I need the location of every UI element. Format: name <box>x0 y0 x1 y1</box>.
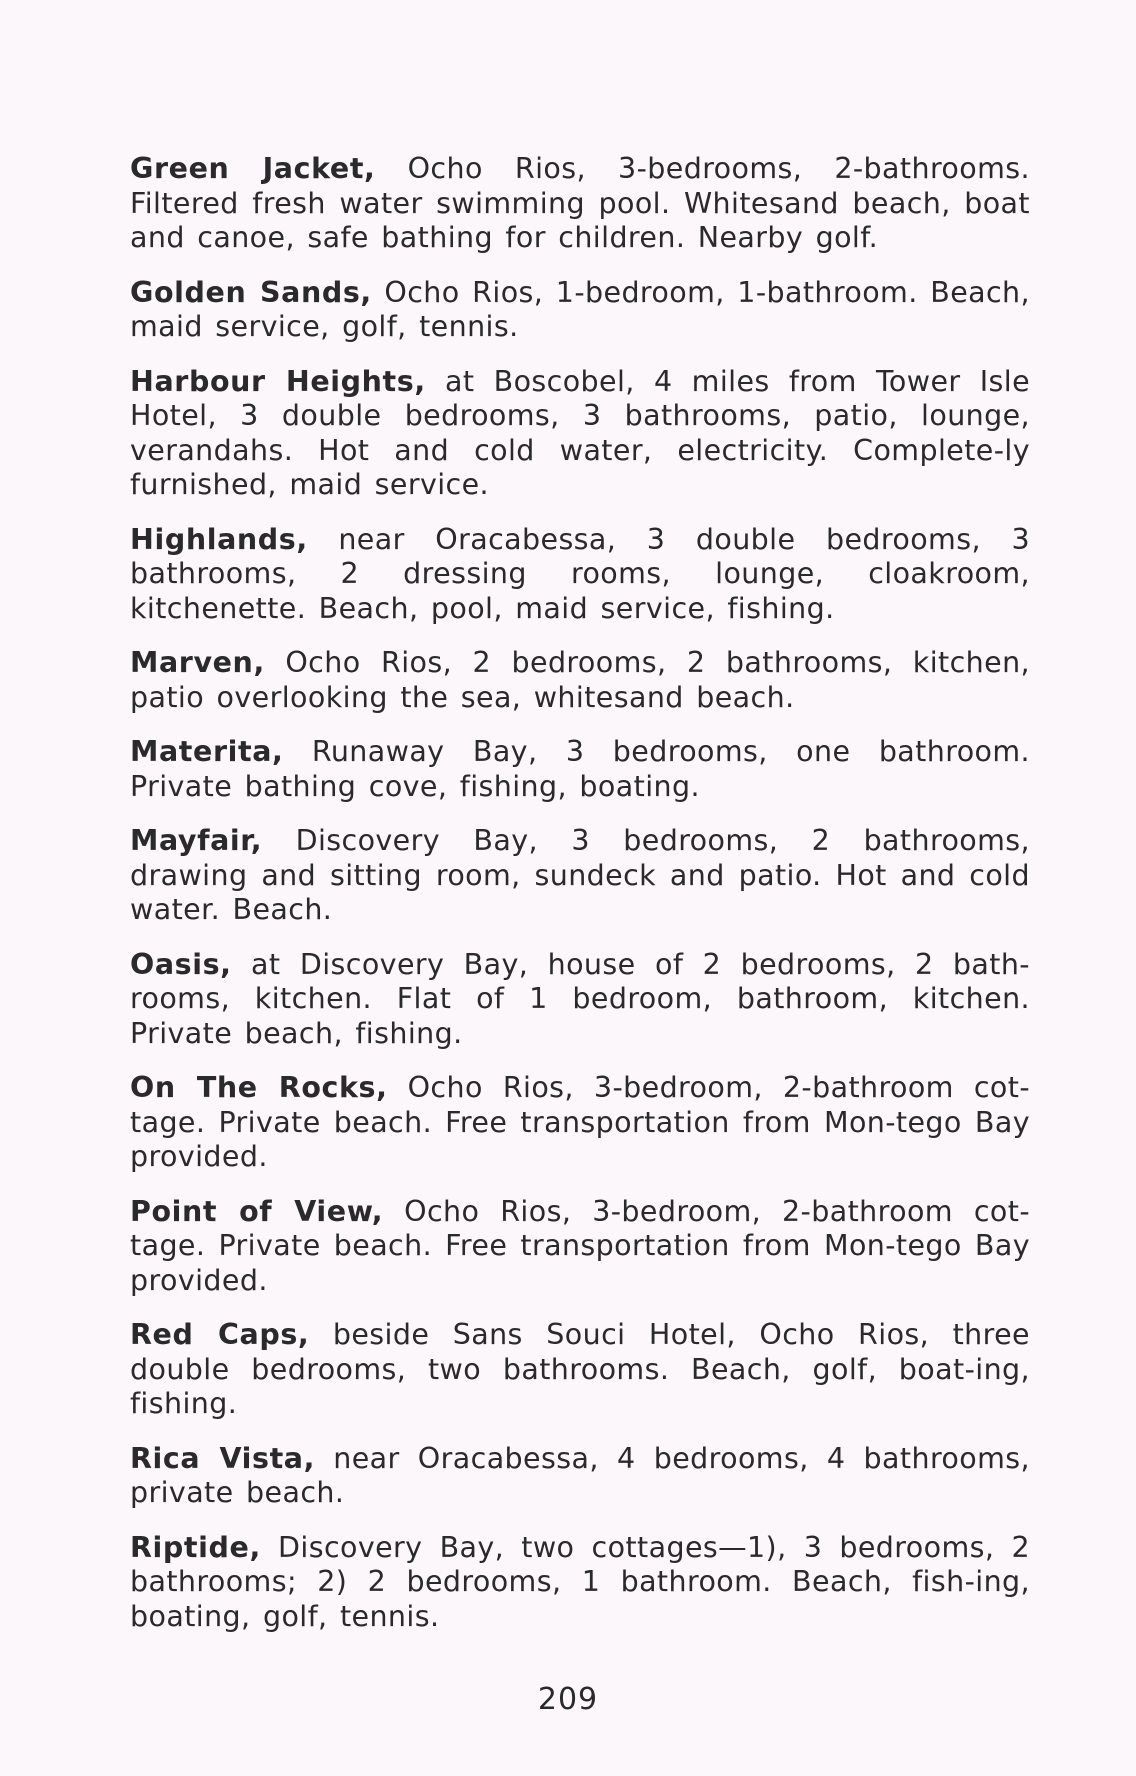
page-number: 209 <box>537 1682 599 1717</box>
entry-description: at Boscobel, 4 miles from Tower Isle Hotel, 3 double bedrooms, 3 bathrooms, patio, lounge, verandahs. Hot and cold water, electricity. Complete-ly furnished, maid service. <box>130 364 1031 501</box>
entry-description: at Discovery Bay, house of 2 bedrooms, 2 bath-rooms, kitchen. Flat of 1 bedroom, bathroom, kitchen. Private beach, fishing. <box>130 947 1030 1050</box>
listing-entry-harbour-heights <box>130 365 1030 503</box>
entry-description: near Oracabessa, 4 bedrooms, 4 bathrooms, private beach. <box>130 1441 1030 1509</box>
entry-description: near Oracabessa, 3 double bedrooms, 3 bathrooms, 2 dressing rooms, lounge, cloakroom, kitchenette. Beach, pool, maid service, fishing. <box>130 522 1030 625</box>
entry-name: Harbour Heights, <box>130 364 426 398</box>
entry-description: Discovery Bay, 3 bedrooms, 2 bathrooms, drawing and sitting room, sundeck and patio. Hot and cold water. Beach. <box>130 824 1030 926</box>
listing-entry-highlands <box>130 523 1030 627</box>
listing-entry-materita <box>130 735 1030 804</box>
entry-description: beside Sans Souci Hotel, Ocho Rios, three double bedrooms, two bathrooms. Beach, golf, boat-ing, fishing. <box>130 1318 1030 1420</box>
listing-entry-rica-vista <box>130 1442 1030 1511</box>
listing-entry-green-jacket <box>130 152 1030 256</box>
listing-entry-riptide <box>130 1531 1030 1635</box>
entry-description: Runaway Bay, 3 bedrooms, one bathroom. Private bathing cove, fishing, boating. <box>130 735 1030 803</box>
listing-entry-golden-sands <box>130 276 1030 345</box>
listing-entry-red-caps <box>130 1318 1030 1422</box>
entry-name: Highlands, <box>130 522 308 556</box>
entry-name: Riptide, <box>130 1530 261 1564</box>
entry-name: Green Jacket, <box>130 152 376 185</box>
entry-name: Rica Vista, <box>130 1441 316 1475</box>
entry-name: Materita, <box>130 735 284 768</box>
listing-entry-mayfair <box>130 824 1030 928</box>
entry-description: Ocho Rios, 2 bedrooms, 2 bathrooms, kitchen, patio overlooking the sea, whitesand beach. <box>130 646 1030 714</box>
entry-name: Oasis, <box>130 947 232 981</box>
listing-entry-oasis <box>130 948 1030 1052</box>
entry-description: Ocho Rios, 3-bedroom, 2-bathroom cot-tage. Private beach. Free transportation from Mon-tego Bay provided. <box>130 1071 1031 1173</box>
listing-entry-on-the-rocks <box>130 1071 1030 1175</box>
entry-description: Ocho Rios, 3-bedroom, 2-bathroom cot-tage. Private beach. Free transportation from Mon-tego Bay provided. <box>130 1194 1030 1297</box>
entry-description: Discovery Bay, two cottages—1), 3 bedrooms, 2 bathrooms; 2) 2 bedrooms, 1 bathroom. Beach, fish-ing, boating, golf, tennis. <box>130 1530 1030 1633</box>
listing-entry-point-of-view <box>130 1195 1030 1299</box>
entry-name: Golden Sands, <box>130 275 372 309</box>
entry-name: Marven, <box>130 646 265 679</box>
entry-description: Ocho Rios, 3-bedrooms, 2-bathrooms. Filtered fresh water swimming pool. Whitesand beach, boat and canoe, safe bathing for children. Nearby golf. <box>130 152 1030 254</box>
entry-name: Point of View, <box>130 1194 384 1228</box>
entry-name: On The Rocks, <box>130 1071 388 1104</box>
listing-page <box>130 152 1030 1654</box>
listing-entry-marven <box>130 646 1030 715</box>
entry-description: Ocho Rios, 1-bedroom, 1-bathroom. Beach, maid service, golf, tennis. <box>130 275 1030 343</box>
entry-name: Red Caps, <box>130 1318 310 1351</box>
entry-name: Mayfair, <box>130 824 263 857</box>
